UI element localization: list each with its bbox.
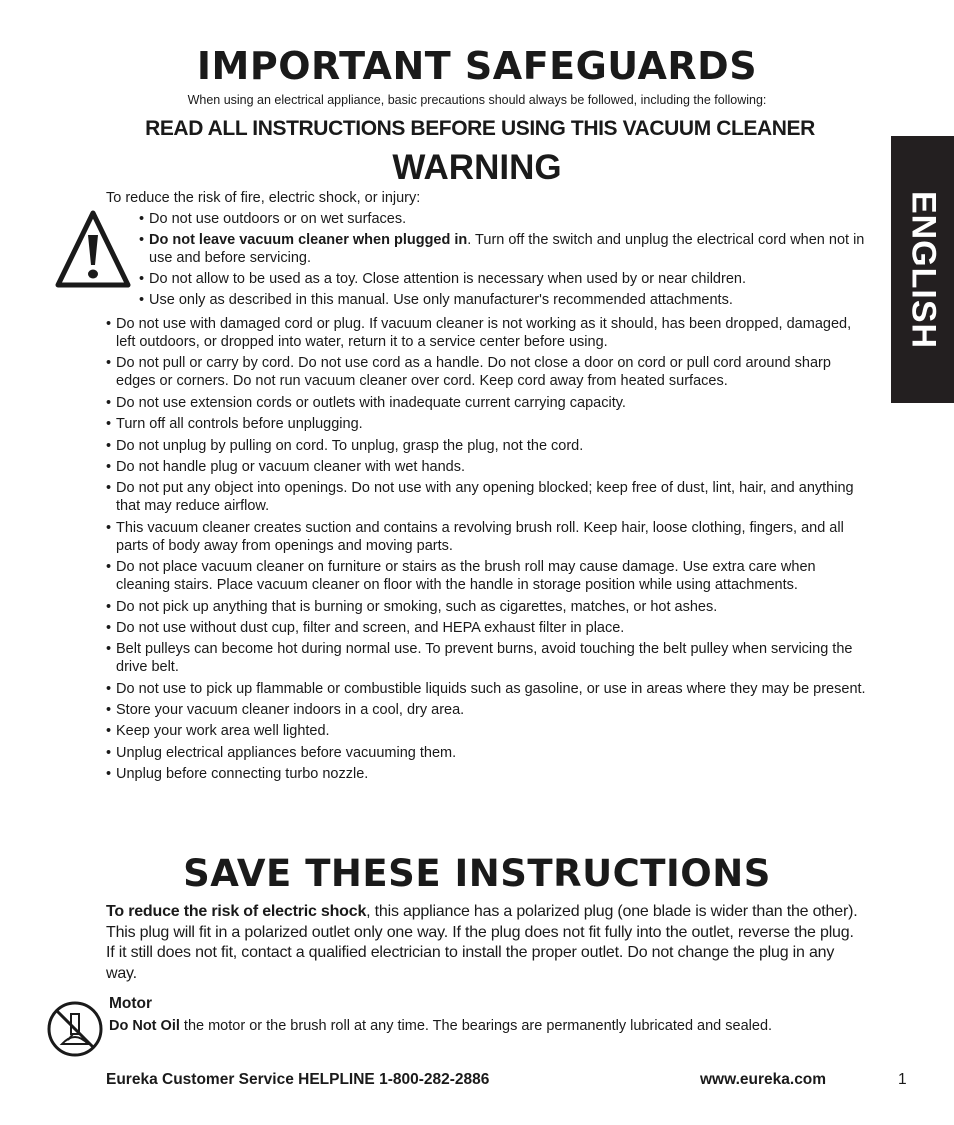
- list-item: • This vacuum cleaner creates suction and contains a revolving brush roll. Keep hair, loose clothing, fingers, and all parts of body away from openings and moving parts.: [106, 519, 866, 555]
- list-item: • Do not leave vacuum cleaner when plugged in. Turn off the switch and unplug the electrical cord when not in use and before servicing.: [139, 231, 869, 267]
- language-tab: [891, 136, 954, 403]
- bullet-list-primary: [139, 210, 869, 312]
- list-item: • Do not use to pick up flammable or combustible liquids such as gasoline, or use in areas where they may be present.: [106, 680, 866, 698]
- warning-heading: WARNING: [392, 148, 562, 187]
- motor-text: Do Not Oil the motor or the brush roll at any time. The bearings are permanently lubricated and sealed.: [109, 1018, 773, 1034]
- list-item: • Keep your work area well lighted.: [106, 722, 866, 740]
- list-item: • Use only as described in this manual. Use only manufacturer's recommended attachments.: [139, 291, 869, 309]
- list-item: • Do not pull or carry by cord. Do not use cord as a handle. Do not close a door on cord or pull cord around sharp edges or corners. Do not run vacuum cleaner over cord. Keep cord away from heated surfaces.: [106, 354, 866, 390]
- list-item: • Unplug electrical appliances before vacuuming them.: [106, 744, 866, 762]
- polarized-plug-paragraph: To reduce the risk of electric shock, this appliance has a polarized plug (one blade is wider than the other). This plug will fit in a polarized outlet only one way. If the plug does not fit fully into the outlet, reverse the plug. If it still does not fit, contact a qualified electrician to install the proper outlet. Do not change the plug in any way.: [106, 903, 858, 982]
- list-item: • Do not unplug by pulling on cord. To unplug, grasp the plug, not the cord.: [106, 437, 866, 455]
- language-tab-label: ENGLISH: [904, 190, 942, 349]
- intro-text: When using an electrical appliance, basic precautions should always be followed, including the following:: [187, 93, 767, 107]
- list-item: • Belt pulleys can become hot during normal use. To prevent burns, avoid touching the belt pulley when servicing the drive belt.: [106, 640, 866, 676]
- list-item: • Do not use outdoors or on wet surfaces.: [139, 210, 869, 228]
- list-item: • Do not use with damaged cord or plug. If vacuum cleaner is not working as it should, has been dropped, damaged, left outdoors, or dropped into water, return it to a service center before using.: [106, 315, 866, 351]
- list-item: • Do not put any object into openings. Do not use with any opening blocked; keep free of dust, lint, hair, and anything that may reduce airflow.: [106, 479, 866, 515]
- list-item: • Do not use without dust cup, filter and screen, and HEPA exhaust filter in place.: [106, 619, 866, 637]
- page-title: IMPORTANT SAFEGUARDS: [196, 44, 758, 88]
- list-item: • Do not handle plug or vacuum cleaner with wet hands.: [106, 458, 866, 476]
- website-text: www.eureka.com: [700, 1071, 827, 1088]
- risk-intro: To reduce the risk of fire, electric shock, or injury:: [106, 190, 421, 206]
- list-item: • Do not pick up anything that is burning or smoking, such as cigarettes, matches, or hot ashes.: [106, 598, 866, 616]
- page-number: 1: [898, 1071, 907, 1088]
- bullet-list-secondary: [106, 315, 866, 787]
- read-all-heading: READ ALL INSTRUCTIONS BEFORE USING THIS VACUUM CLEANER: [145, 117, 815, 140]
- save-instructions-heading: SAVE THESE INSTRUCTIONS: [183, 852, 771, 895]
- list-item: • Unplug before connecting turbo nozzle.: [106, 765, 866, 783]
- warning-triangle-icon: [55, 209, 131, 289]
- motor-heading: Motor: [109, 995, 153, 1012]
- list-item: • Do not allow to be used as a toy. Close attention is necessary when used by or near children.: [139, 270, 869, 288]
- list-item: • Do not place vacuum cleaner on furniture or stairs as the brush roll may cause damage. Use extra care when cleaning stairs. Place vacuum cleaner on floor with the handle in storage position while using attachments.: [106, 558, 866, 594]
- list-item: • Turn off all controls before unplugging.: [106, 415, 866, 433]
- no-oil-icon: [46, 1000, 104, 1058]
- list-item: • Store your vacuum cleaner indoors in a cool, dry area.: [106, 701, 866, 719]
- list-item: • Do not use extension cords or outlets with inadequate current carrying capacity.: [106, 394, 866, 412]
- helpline-text: Eureka Customer Service HELPLINE 1-800-282-2886: [106, 1071, 490, 1088]
